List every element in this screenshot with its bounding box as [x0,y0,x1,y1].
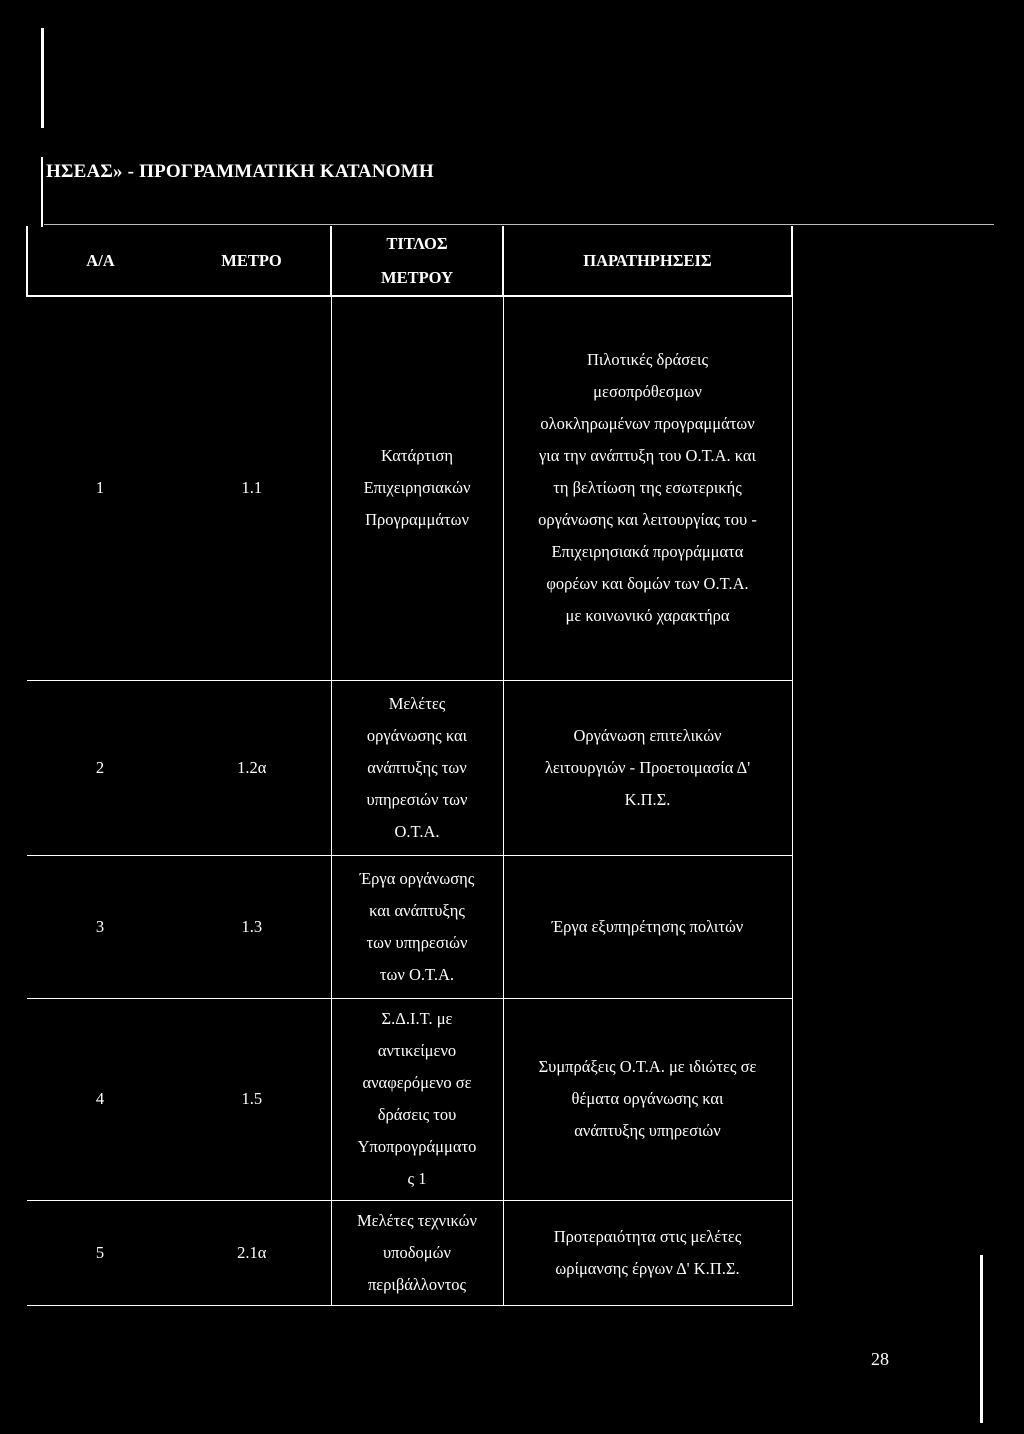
measures-table [26,226,793,1306]
cell-notes-line: Έργα εξυπηρέτησης πολιτών [551,916,744,936]
cell-notes-line: Επιχειρησιακά προγράμματα [551,542,744,562]
table-row [27,1200,792,1305]
cell-title-line: Ο.Τ.Α. [394,821,440,841]
column-header-title-line: ΤΙΤΛΟΣ [386,233,448,253]
cell-notes-line: ανάπτυξης υπηρεσιών [574,1121,721,1140]
cell-title-line: των υπηρεσιών [366,932,468,952]
cell-notes [503,296,792,680]
cell-title-line: Κατάρτιση [380,446,454,466]
cell-notes [503,680,792,855]
table-row [27,855,792,998]
cell-notes-line: ωρίμανσης έργων Δ' Κ.Π.Σ. [555,1258,740,1278]
heading-underline [44,224,994,225]
cell-title-line: περιβάλλοντος [367,1274,467,1294]
cell-metro: 1.5 [173,998,331,1200]
column-header-metro: ΜΕΤΡΟ [173,226,331,296]
heading-margin-rule [41,157,43,227]
table-row [27,296,792,680]
cell-title [331,1200,503,1305]
column-header-title-line: ΜΕΤΡΟΥ [381,267,453,287]
cell-notes-line: με κοινωνικό χαρακτήρα [565,606,730,626]
cell-title [331,680,503,855]
cell-aa: 5 [27,1200,173,1305]
cell-aa: 1 [95,478,105,498]
cell-notes [503,1200,792,1305]
cell-notes-line: λειτουργιών - Προετοιμασία Δ' [544,757,751,777]
right-margin-rule [980,1255,983,1423]
table-row [27,680,792,855]
cell-notes-line: Συμπράξεις Ο.Τ.Α. με ιδιώτες σε [538,1057,757,1076]
cell-aa: 3 [27,855,173,998]
cell-notes-line: για την ανάπτυξη του Ο.Τ.Α. και [539,446,756,466]
cell-notes-line: φορέων και δομών των Ο.Τ.Α. [546,574,749,594]
cell-notes-line: Πιλοτικές δράσεις [586,350,709,370]
page-heading: ΗΣΕΑΣ» - ΠΡΟΓΡΑΜΜΑΤΙΚΗ ΚΑΤΑΝΟΜΗ [46,161,434,182]
cell-title-line: αντικείμενο [377,1041,457,1060]
page-number: 28 [871,1349,889,1369]
cell-title-line: Προγραμμάτων [365,510,469,530]
cell-title-line: Σ.Δ.Ι.Τ. με [381,1009,453,1028]
cell-notes-line: μεσοπρόθεσμων [593,382,702,402]
cell-title [331,998,503,1200]
column-header-notes: ΠΑΡΑΤΗΡΗΣΕΙΣ [503,226,792,296]
cell-title-line: υποδομών [383,1242,451,1262]
cell-title-line: Έργα οργάνωσης [359,868,475,888]
cell-notes-line: Οργάνωση επιτελικών [573,725,722,745]
cell-aa: 4 [27,998,173,1200]
cell-title-line: ανάπτυξης των [367,757,467,777]
cell-notes-line: τη βελτίωση της εσωτερικής [553,478,742,498]
cell-notes-line: Κ.Π.Σ. [624,789,671,809]
cell-notes-line: ολοκληρωμένων προγραμμάτων [540,414,755,434]
cell-title-line: Μελέτες τεχνικών [356,1210,478,1230]
cell-title [331,855,503,998]
cell-title-line: οργάνωσης και [366,725,468,745]
cell-title-line: δράσεις του [377,1105,457,1124]
left-margin-rule [41,28,44,128]
cell-notes [503,998,792,1200]
cell-notes-line: θέματα οργάνωσης και [571,1089,724,1108]
cell-title-line: αναφερόμενο σε [362,1073,472,1092]
cell-title-line: ς 1 [407,1169,427,1188]
cell-title [331,296,503,680]
cell-notes-line: οργάνωσης και λειτουργίας του - [538,510,757,530]
cell-title-line: υπηρεσιών των [366,789,468,809]
cell-title-line: και ανάπτυξης [369,900,465,920]
cell-metro: 2.1α [173,1200,331,1305]
cell-aa: 2 [27,680,173,855]
table-header-row [27,226,792,296]
cell-title-line: Υποπρογράμματο [357,1137,477,1156]
column-header-title [331,226,503,296]
table-row [27,998,792,1200]
cell-metro: 1.2α [173,680,331,855]
cell-title-line: Επιχειρησιακών [363,478,471,498]
column-header-aa: Α/Α [27,226,173,296]
cell-metro: 1.3 [173,855,331,998]
cell-notes-line: Προτεραιότητα στις μελέτες [553,1226,742,1246]
cell-title-line: Μελέτες [388,693,446,713]
cell-metro: 1.1 [241,478,263,498]
cell-notes [503,855,792,998]
cell-title-line: των Ο.Τ.Α. [379,964,455,984]
